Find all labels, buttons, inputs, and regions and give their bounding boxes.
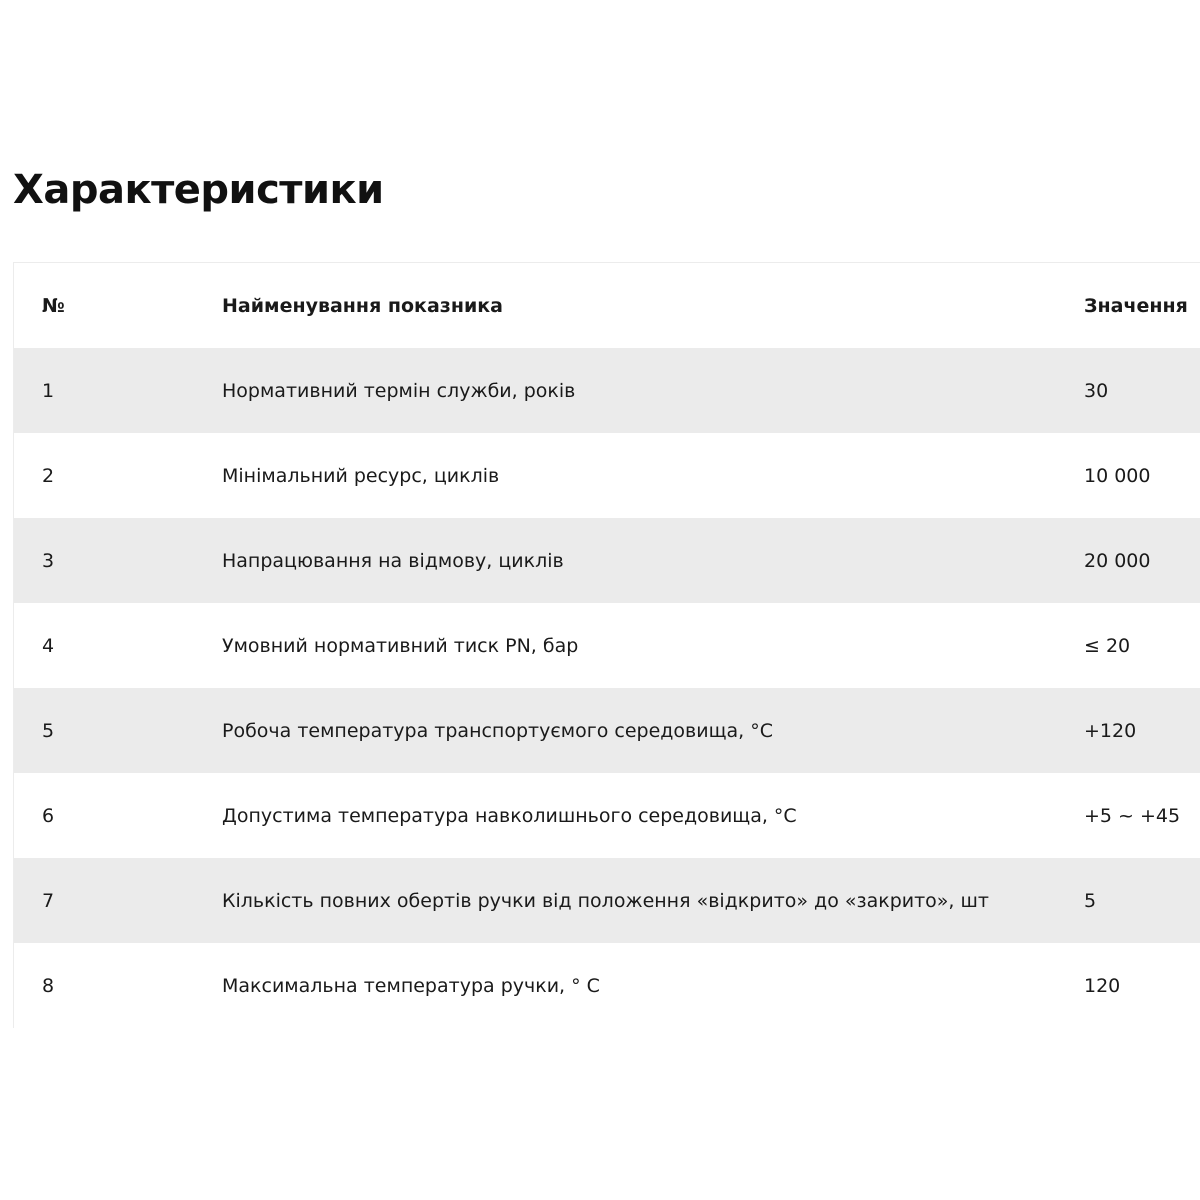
- row-value: 20 000: [1084, 549, 1151, 572]
- row-value: 120: [1084, 974, 1121, 997]
- page-title: Характеристики: [13, 167, 384, 213]
- table-row: [14, 603, 1200, 688]
- table-row: [14, 433, 1200, 518]
- row-value: 10 000: [1084, 464, 1151, 487]
- row-number: 6: [42, 804, 55, 827]
- table-header-row: [14, 263, 1200, 348]
- row-number: 8: [42, 974, 55, 997]
- row-name: Нормативний термін служби, років: [222, 379, 576, 402]
- row-name: Допустима температура навколишнього середовища, °С: [222, 804, 797, 827]
- table-row: [14, 688, 1200, 773]
- row-value: +120: [1084, 719, 1137, 742]
- row-value: +5 ~ +45: [1084, 804, 1181, 827]
- row-name: Кількість повних обертів ручки від положення «відкрито» до «закрито», шт: [222, 889, 989, 912]
- specifications-table: [13, 262, 1200, 1028]
- row-number: 4: [42, 634, 55, 657]
- row-number: 5: [42, 719, 55, 742]
- row-number: 2: [42, 464, 55, 487]
- row-name: Робоча температура транспортуємого середовища, °С: [222, 719, 773, 742]
- row-name: Умовний нормативний тиск PN, бар: [222, 634, 579, 657]
- row-value: ≤ 20: [1084, 634, 1131, 657]
- table-row: [14, 773, 1200, 858]
- table-row: [14, 348, 1200, 433]
- row-name: Напрацювання на відмову, циклів: [222, 549, 564, 572]
- row-number: 7: [42, 889, 55, 912]
- header-value: Значення: [1084, 294, 1188, 317]
- row-number: 1: [42, 379, 55, 402]
- header-number: №: [42, 294, 65, 317]
- table-row: [14, 518, 1200, 603]
- row-number: 3: [42, 549, 55, 572]
- row-name: Мінімальний ресурс, циклів: [222, 464, 500, 487]
- row-value: 30: [1084, 379, 1109, 402]
- table-row: [14, 943, 1200, 1028]
- row-name: Максимальна температура ручки, ° С: [222, 974, 600, 997]
- row-value: 5: [1084, 889, 1097, 912]
- table-row: [14, 858, 1200, 943]
- header-name: Найменування показника: [222, 294, 503, 317]
